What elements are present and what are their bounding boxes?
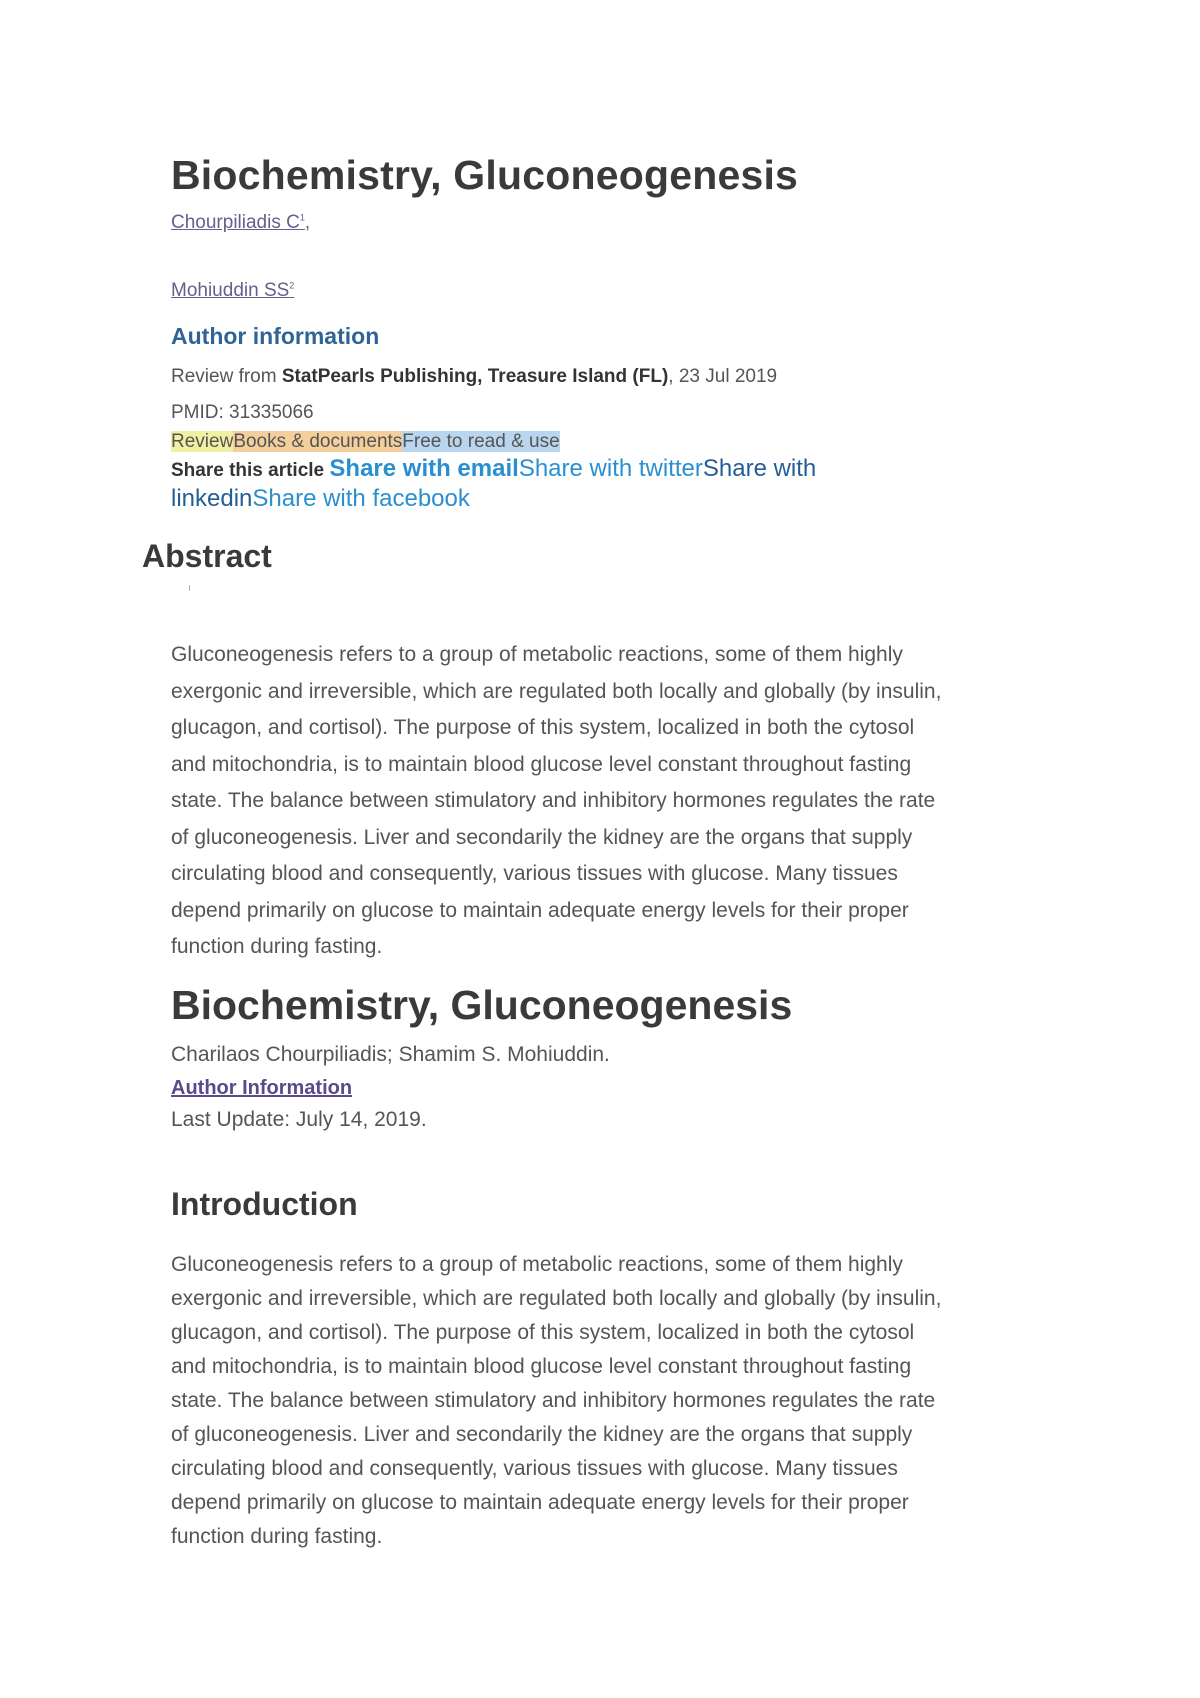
introduction-line: circulating blood and consequently, various tissues with glucose. Many tissues <box>171 1457 898 1480</box>
introduction-line: exergonic and irreversible, which are regulated both locally and globally (by insulin, <box>171 1287 942 1310</box>
author-affiliation-2: 2 <box>289 280 295 291</box>
abstract-line: of gluconeogenesis. Liver and secondarily the kidney are the organs that supply <box>171 825 913 849</box>
review-source-line <box>171 366 777 388</box>
introduction-line: function during fasting. <box>171 1525 383 1548</box>
share-label: Share this article <box>171 460 330 481</box>
introduction-line: Gluconeogenesis refers to a group of metabolic reactions, some of them highly <box>171 1253 903 1276</box>
divider-mark <box>189 585 190 591</box>
tag-free-to-read[interactable]: Free to read & use <box>402 431 560 452</box>
share-facebook-link[interactable]: Share with facebook <box>252 485 470 512</box>
introduction-line: state. The balance between stimulatory and inhibitory hormones regulates the rate <box>171 1389 936 1412</box>
introduction-heading: Introduction <box>171 1186 358 1222</box>
publication-date: , 23 Jul 2019 <box>668 366 778 387</box>
author-separator: , <box>304 212 311 233</box>
article-tags <box>171 431 560 453</box>
author-entry-2 <box>171 280 294 302</box>
tag-books-documents[interactable]: Books & documents <box>233 431 403 452</box>
abstract-line: Gluconeogenesis refers to a group of metabolic reactions, some of them highly <box>171 643 903 666</box>
introduction-line: of gluconeogenesis. Liver and secondarily the kidney are the organs that supply <box>171 1423 913 1446</box>
pmid-label: PMID: 31335066 <box>171 402 314 423</box>
book-title: Biochemistry, Gluconeogenesis <box>171 982 793 1028</box>
abstract-line: exergonic and irreversible, which are regulated both locally and globally (by insulin, <box>171 679 942 703</box>
last-update: Last Update: July 14, 2019. <box>171 1108 427 1131</box>
review-prefix: Review from <box>171 366 282 387</box>
introduction-text <box>171 1248 1031 1554</box>
share-email-link[interactable]: Share with email <box>329 455 519 482</box>
book-author-information-link[interactable]: Author Information <box>171 1077 353 1099</box>
author-link-chourpiliadis[interactable]: Chourpiliadis $C^1$ <box>171 212 305 233</box>
share-twitter-link[interactable]: Share with twitter <box>518 455 703 482</box>
author-information-toggle[interactable]: Author information <box>171 323 380 349</box>
author-link-mohiuddin[interactable]: Mohiuddin $SS^2$ <box>171 280 295 301</box>
book-authors: Charilaos Chourpiliadis; Shamim S. Mohiuddin. <box>171 1043 610 1066</box>
introduction-line: and mitochondria, is to maintain blood glucose level constant throughout fasting <box>171 1355 912 1378</box>
author-entry-1 <box>171 212 310 234</box>
abstract-line: circulating blood and consequently, various tissues with glucose. Many tissues <box>171 862 898 885</box>
abstract-line: function during fasting. <box>171 935 383 958</box>
introduction-line: depend primarily on glucose to maintain adequate energy levels for their proper <box>171 1491 909 1514</box>
introduction-line: glucagon, and cortisol). The purpose of this system, localized in both the cytosol <box>171 1321 915 1344</box>
share-linkedin-link[interactable]: Share with linkedin <box>171 455 817 512</box>
author-affiliation-1: 1 <box>299 212 305 223</box>
tag-review[interactable]: Review <box>171 431 234 452</box>
abstract-line: depend primarily on glucose to maintain adequate energy levels for their proper <box>171 898 909 922</box>
article-title: Biochemistry, Gluconeogenesis <box>171 152 799 198</box>
abstract-line: glucagon, and cortisol). The purpose of this system, localized in both the cytosol <box>171 716 915 739</box>
abstract-line: state. The balance between stimulatory and inhibitory hormones regulates the rate <box>171 789 936 812</box>
publisher-name: StatPearls Publishing, Treasure Island (FL) <box>281 366 669 387</box>
abstract-line: and mitochondria, is to maintain blood glucose level constant throughout fasting <box>171 752 912 776</box>
share-bar <box>171 455 961 513</box>
abstract-heading: Abstract <box>142 538 272 574</box>
abstract-text <box>171 637 1031 966</box>
